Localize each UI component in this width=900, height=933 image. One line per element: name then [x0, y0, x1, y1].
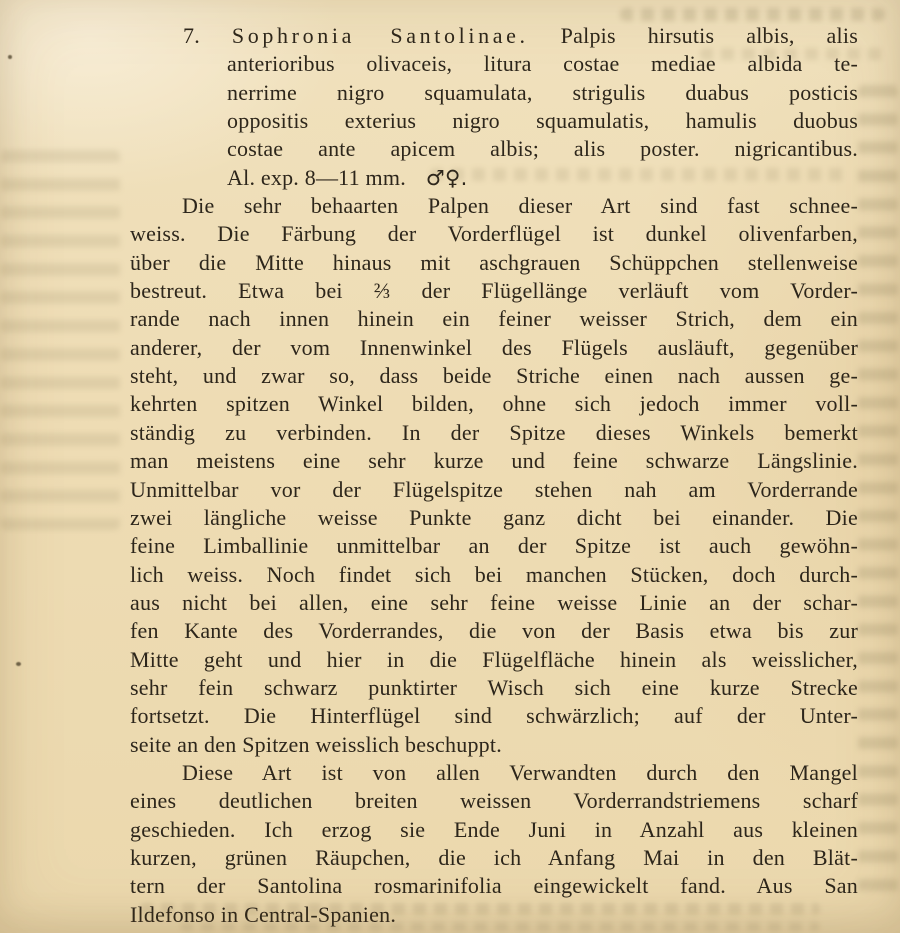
text-line: aus nicht bei allen, eine sehr feine weisse Linie an der schar-	[130, 589, 858, 615]
text-line: man meistens eine sehr kurze und feine schwarze Längslinie.	[130, 448, 858, 474]
text-line: feine Limballinie unmittelbar an der Spitze ist auch gewöhn-	[130, 533, 858, 559]
text-line: fen Kante des Vorderrandes, die von der Basis etwa bis zur	[130, 618, 858, 644]
text-line: fortsetzt. Die Hinterflügel sind schwärzlich; auf der Unter-	[130, 703, 858, 729]
page-text	[0, 22, 900, 929]
text-line: kurzen, grünen Räupchen, die ich Anfang Mai in den Blät-	[130, 844, 858, 870]
text-line: oppositis exterius nigro squamulatis, hamulis duobus	[227, 108, 858, 134]
text-line: zwei längliche weisse Punkte ganz dicht bei einander. Die	[130, 504, 858, 530]
rearing-paragraph	[130, 759, 858, 929]
text-line: anterioribus olivaceis, litura costae mediae albida te-	[227, 51, 858, 77]
description-paragraph	[130, 192, 858, 759]
text-line: Unmittelbar vor der Flügelspitze stehen nah am Vorderrande	[130, 476, 858, 502]
entry-number: 7.	[183, 23, 200, 48]
text-line: rande nach innen hinein ein feiner weisser Strich, dem ein	[130, 306, 858, 332]
text-line: steht, und zwar so, dass beide Striche einen nach aussen ge-	[130, 363, 858, 389]
text-line: Ildefonso in Central-Spanien.	[130, 901, 397, 927]
text-line: seite an den Spitzen weisslich beschuppt.	[130, 731, 502, 757]
text-line: Mitte geht und hier in die Flügelfläche hinein als weisslicher,	[130, 646, 858, 672]
text-line: kehrten spitzen Winkel bilden, ohne sich jedoch immer voll-	[130, 391, 858, 417]
text-line: weiss. Die Färbung der Vorderflügel ist dunkel olivenfarben,	[130, 221, 858, 247]
text-line: sehr fein schwarz punktirter Wisch sich eine kurze Strecke	[130, 674, 858, 700]
text-line: tern der Santolina rosmarinifolia eingewickelt fand. Aus San	[130, 873, 858, 899]
text-line: bestreut. Etwa bei ⅔ der Flügellänge verläuft vom Vorder-	[130, 278, 858, 304]
text-line: anderer, der vom Innenwinkel des Flügels ausläuft, gegenüber	[130, 334, 858, 360]
species-name: Sophronia Santolinae.	[231, 23, 529, 48]
text-line: nerrime nigro squamulata, strigulis duabus posticis	[227, 79, 858, 105]
text-line: über die Mitte hinaus mit aschgrauen Schüppchen stellenweise	[130, 249, 858, 275]
text-line: eines deutlichen breiten weissen Vorderrandstriemens scharf	[130, 788, 858, 814]
text-line	[183, 164, 858, 192]
text-line	[183, 22, 858, 50]
text-line: lich weiss. Noch findet sich bei manchen Stücken, doch durch-	[130, 561, 858, 587]
wingspan-text: Al. exp. 8—11 mm.	[227, 164, 406, 190]
male-female-symbols: ♂♀.	[425, 165, 468, 190]
diagnosis-text: Palpis hirsutis albis, alis	[560, 23, 858, 48]
bleed-through-smudge	[620, 8, 885, 21]
text-line: geschieden. Ich erzog sie Ende Juni in Anzahl aus kleinen	[130, 816, 858, 842]
species-diagnosis-block	[183, 22, 858, 192]
text-line: costae ante apicem albis; alis poster. nigricantibus.	[227, 136, 858, 162]
text-line: Die sehr behaarten Palpen dieser Art sind fast schnee-	[182, 193, 858, 219]
text-line: ständig zu verbinden. In der Spitze dieses Winkels bemerkt	[130, 419, 858, 445]
text-line: Diese Art ist von allen Verwandten durch den Mangel	[182, 759, 858, 785]
